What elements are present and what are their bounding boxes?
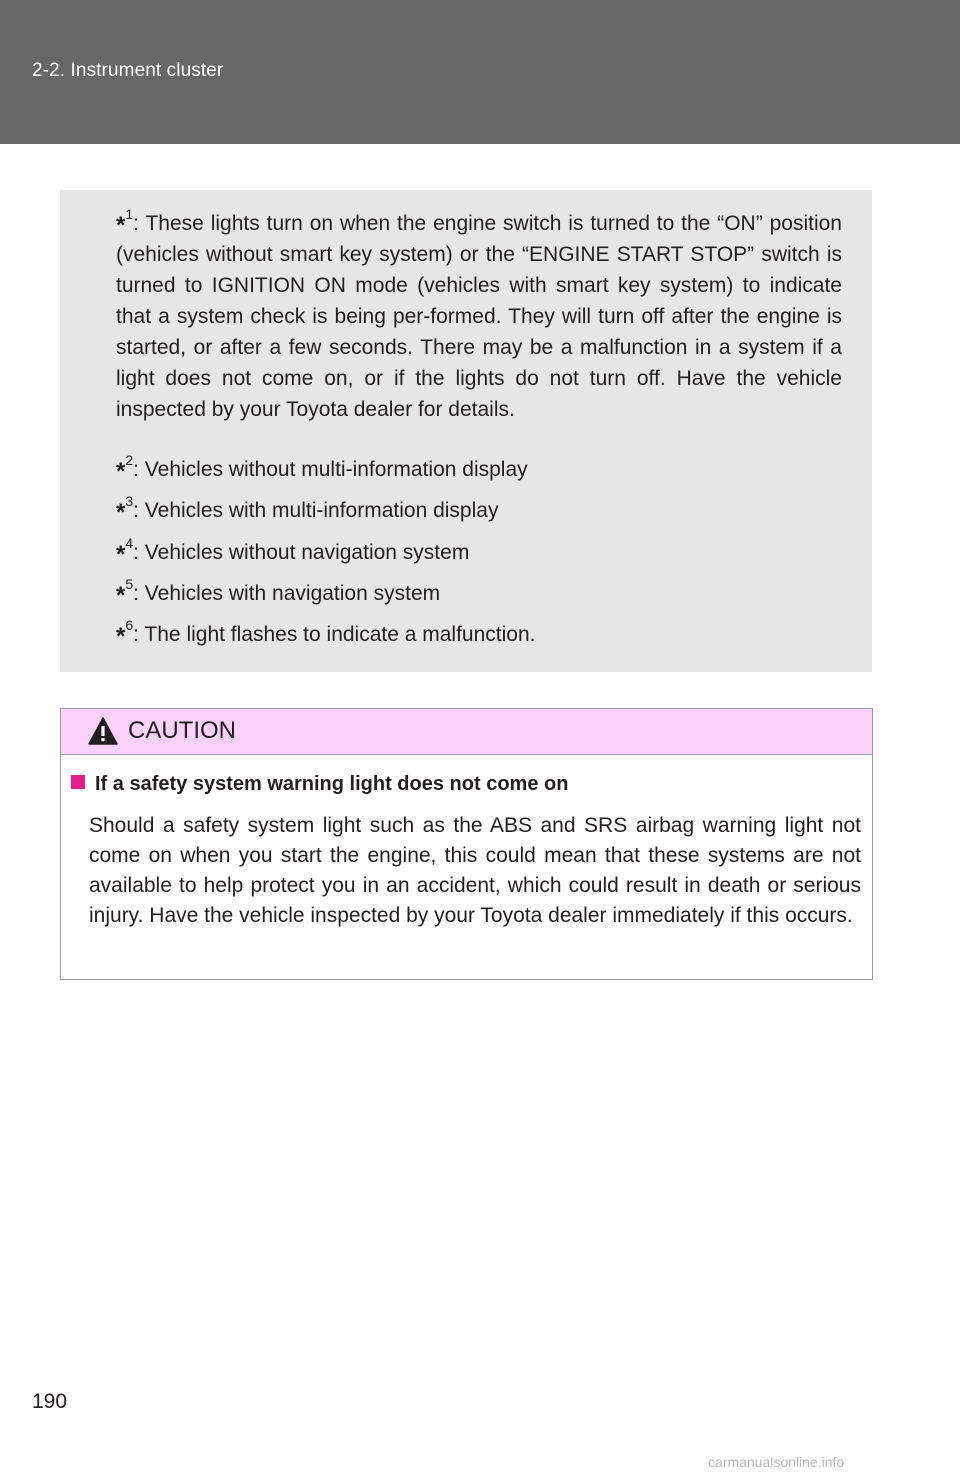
footnote-text: : Vehicles with navigation system [133, 582, 441, 605]
footnote-text: : These lights turn on when the engine switch is turned to the “ON” position (vehicles without smart key system) or the “ENGINE START STOP” switch is turned to IGNITION ON mode (vehicles with smart key system) to indicate that a system check is being per-formed. They will turn off after the engine is started, or after a few seconds. There may be a malfunction in a system if a light does not come on, or if the lights do not turn off. Have the vehicle inspected by your Toyota dealer for details. [116, 212, 842, 421]
asterisk-marker: * [116, 212, 126, 239]
caution-item-heading [71, 773, 568, 796]
header-bar [0, 0, 960, 144]
page-number: 190 [32, 1390, 68, 1413]
square-bullet-icon [71, 775, 85, 789]
footnote-5 [116, 572, 842, 609]
asterisk-marker: * [116, 582, 126, 609]
asterisk-marker: * [116, 541, 126, 568]
footnote-4 [116, 531, 842, 568]
footnote-number: 3 [125, 493, 134, 509]
footnote-1 [116, 202, 842, 425]
footnote-number: 4 [125, 535, 134, 551]
footnote-number: 1 [125, 206, 134, 222]
footnote-text: : The light flashes to indicate a malfunction. [133, 623, 536, 646]
asterisk-marker: * [116, 499, 126, 526]
footnote-text: : Vehicles without navigation system [133, 541, 470, 564]
footnote-6 [116, 613, 842, 650]
footnote-text: : Vehicles without multi-information display [133, 458, 528, 481]
watermark: carmanualsonline.info [708, 1454, 845, 1470]
asterisk-marker: * [116, 458, 126, 485]
asterisk-marker: * [116, 623, 126, 650]
footnote-text: : Vehicles with multi-information display [133, 499, 499, 522]
caution-box [60, 708, 873, 980]
footnotes-box [60, 190, 872, 672]
footnote-number: 2 [125, 452, 134, 468]
footnote-number: 5 [125, 576, 134, 592]
footnote-2 [116, 448, 842, 485]
footnote-number: 6 [125, 617, 134, 633]
warning-triangle-icon [88, 717, 118, 745]
section-title: 2-2. Instrument cluster [32, 60, 224, 81]
caution-heading-text: If a safety system warning light does not come on [95, 773, 569, 795]
caution-title: CAUTION [128, 717, 236, 744]
caution-header [61, 709, 872, 755]
caution-body: Should a safety system light such as the ABS and SRS airbag warning light not come on when you start the engine, this could mean that these systems are not available to help protect you in an accident, which could result in death or serious injury. Have the vehicle inspected by your Toyota dealer immediately if this occurs. [89, 814, 861, 927]
footnote-3 [116, 489, 842, 526]
